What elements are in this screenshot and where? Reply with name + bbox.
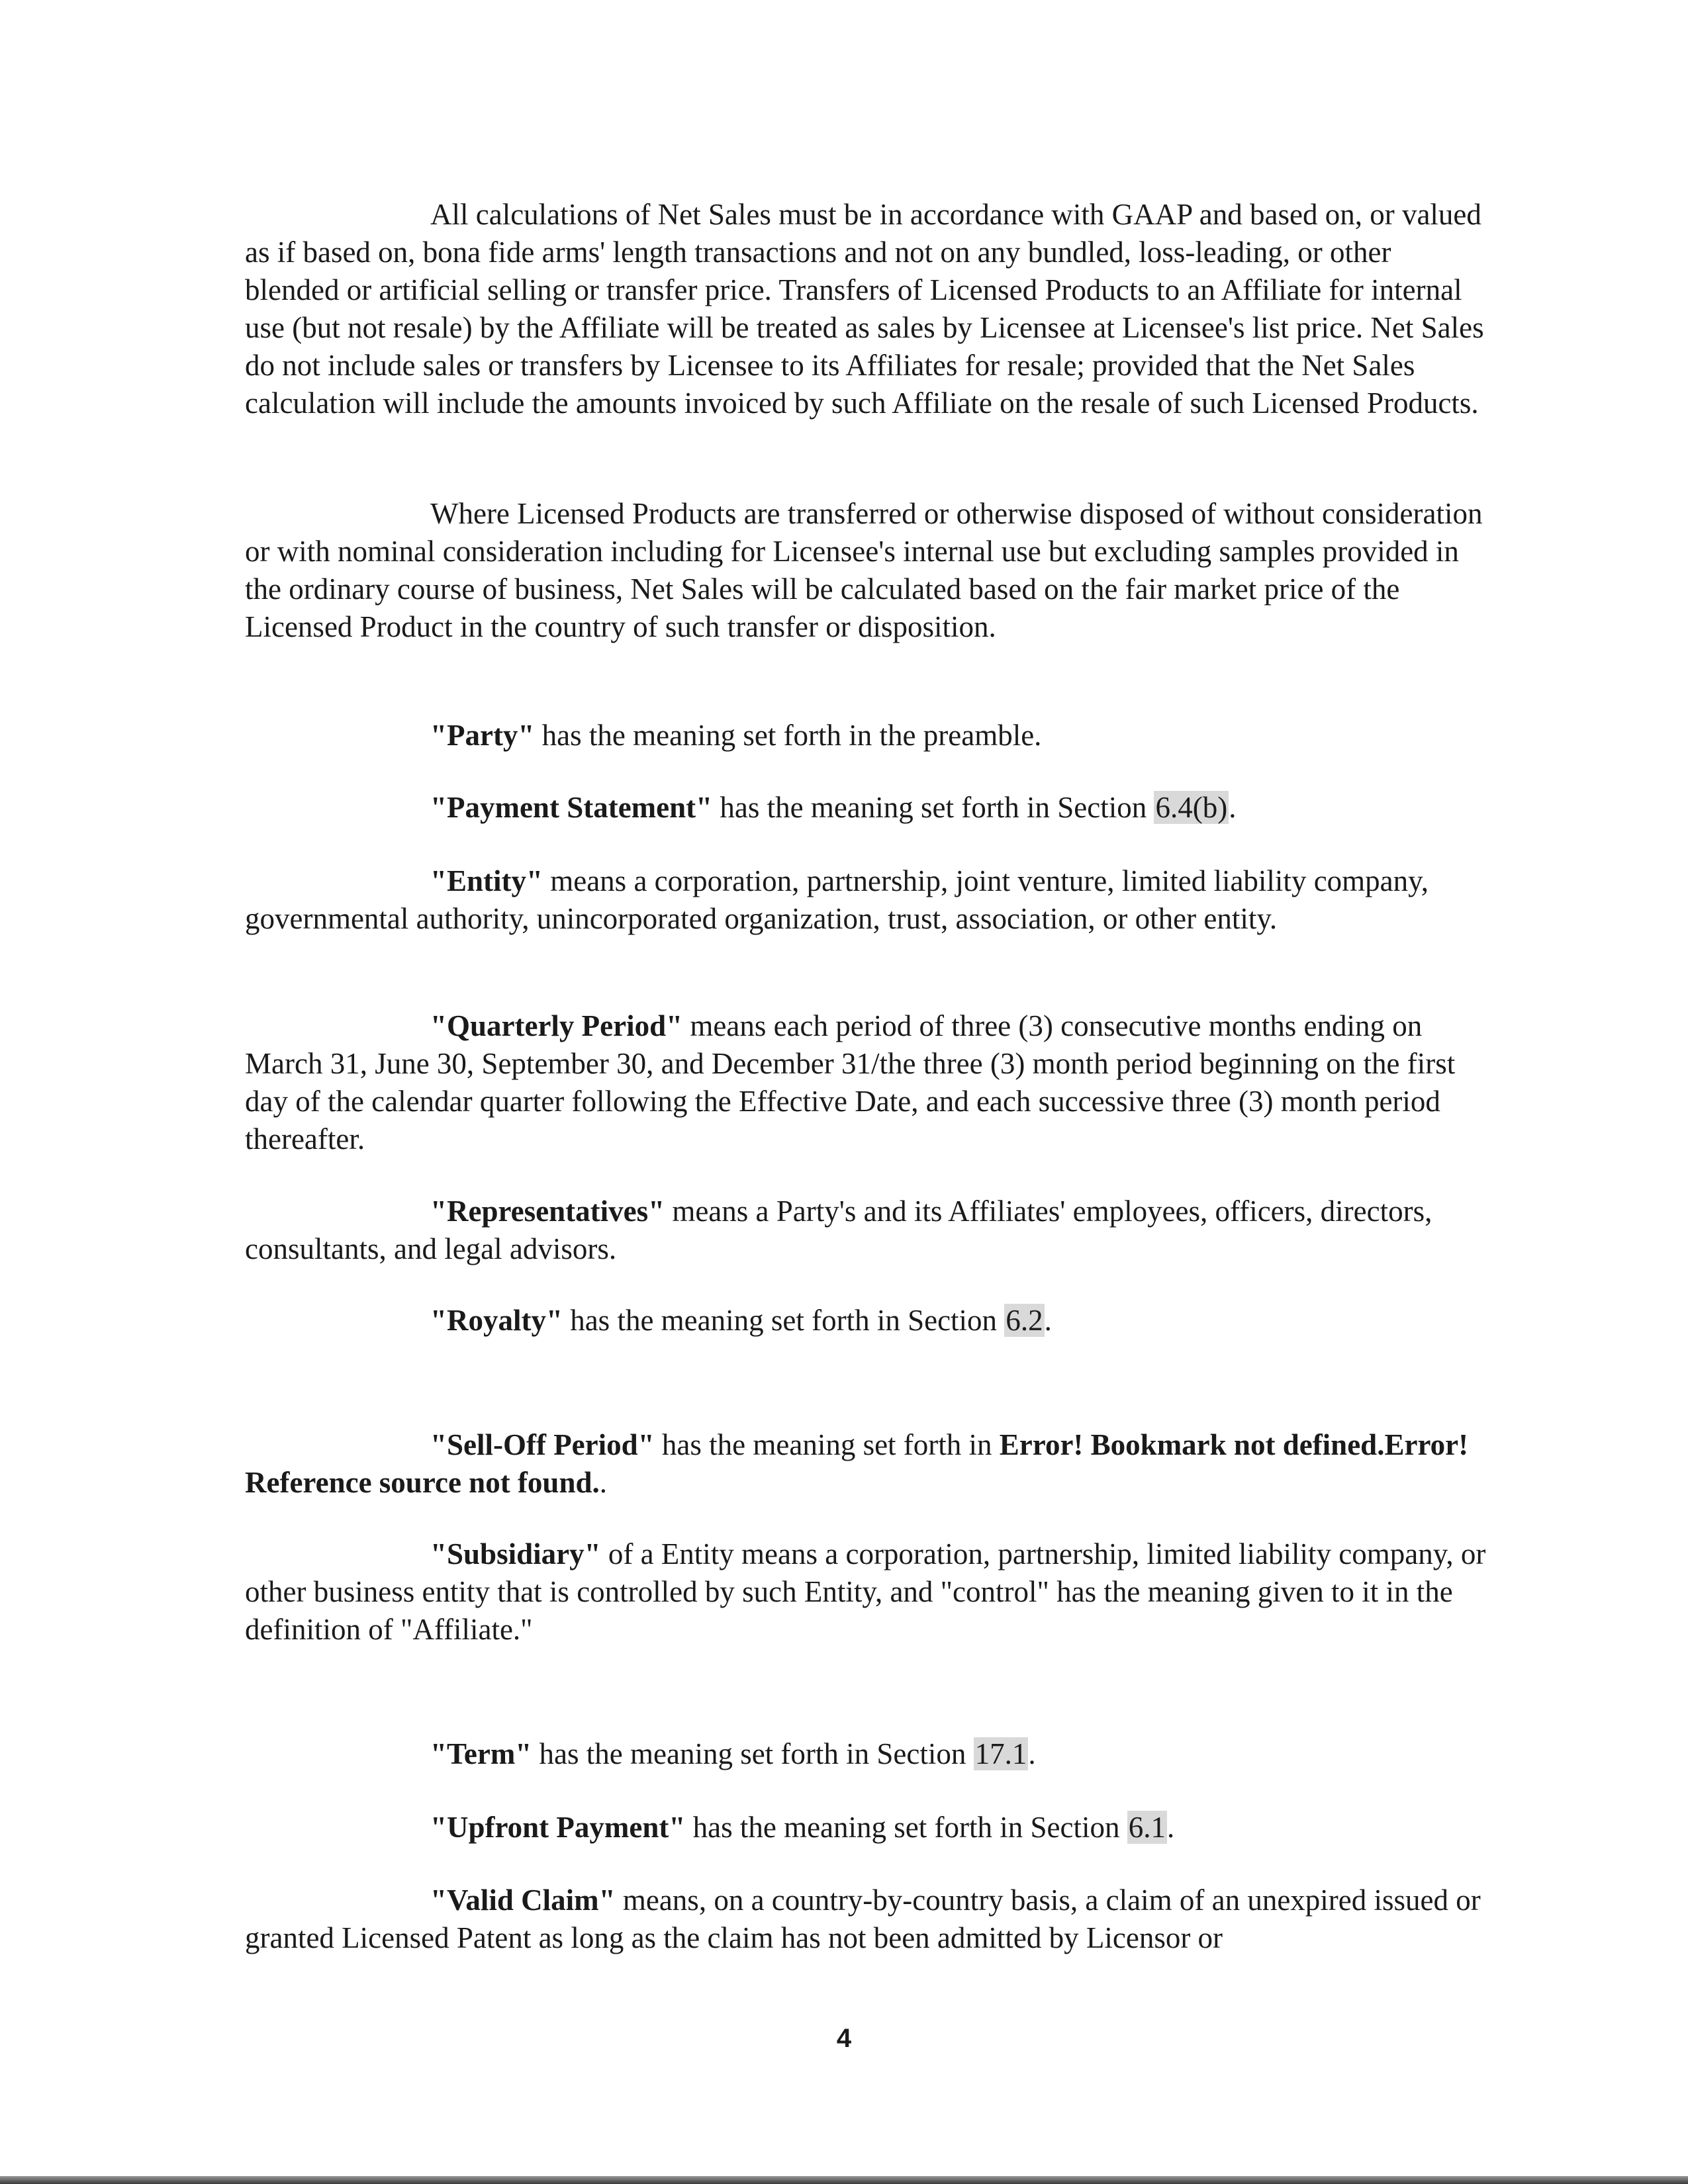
paragraph-text: All calculations of Net Sales must be in accordance with GAAP and based on, or valued as if based on, bona fide arms' length transactions and not on any bundled, loss-leading, or other blended or artificial selling or transfer price. Transfers of Licensed Products to an Affiliate for internal use (but not resale) by the Affiliate will be treated as sales by Licensee at Licensee's list price. Net Sales do not include sales or transfers by Licensee to its Affiliates for resale; provided that the Net Sales calculation will include the amounts invoiced by such Affiliate on the resale of such Licensed Products.: [245, 198, 1484, 420]
scan-bottom-edge: [0, 2176, 1688, 2184]
definition-valid-claim: [245, 1882, 1489, 1957]
defined-term: "Sell-Off Period": [430, 1428, 655, 1461]
definition-quarterly-period: [245, 1007, 1489, 1158]
section-reference-field: 6.1: [1128, 1811, 1166, 1844]
section-reference-field: 17.1: [974, 1737, 1027, 1770]
definition-text: of a Entity means a corporation, partnership, limited liability company, or other business entity that is controlled by such Entity, and "control" has the meaning given to it in the definition of "Affiliate.": [245, 1537, 1486, 1646]
defined-term: "Royalty": [430, 1304, 563, 1337]
definition-text: has the meaning set forth in Section: [712, 791, 1154, 824]
definition-text: has the meaning set forth in Section: [685, 1811, 1127, 1844]
defined-term: "Quarterly Period": [430, 1009, 683, 1042]
definition-sell-off-period: [245, 1426, 1489, 1502]
paragraph-transfers-without-consideration: [245, 495, 1489, 646]
paragraph-text: Where Licensed Products are transferred or otherwise disposed of without consideration or with nominal consideration including for Licensee's internal use but excluding samples provided in the ordinary course of business, Net Sales will be calculated based on the fair market price of the Licensed Product in the country of such transfer or disposition.: [245, 497, 1483, 643]
section-reference-field: 6.4(b): [1155, 791, 1228, 824]
definition-royalty: [245, 1302, 1489, 1340]
defined-term: "Subsidiary": [430, 1537, 601, 1570]
definition-text: has the meaning set forth in Section: [532, 1737, 974, 1770]
paragraph-net-sales-calculations: [245, 196, 1489, 422]
definition-text: has the meaning set forth in Section: [562, 1304, 1005, 1337]
defined-term: "Upfront Payment": [430, 1811, 686, 1844]
definition-end: .: [1166, 1811, 1175, 1844]
defined-term: "Valid Claim": [430, 1884, 616, 1917]
definition-end: .: [1229, 791, 1237, 824]
section-reference-field: 6.2: [1006, 1304, 1043, 1337]
defined-term: "Payment Statement": [430, 791, 713, 824]
definition-text: has the meaning set forth in: [654, 1428, 1000, 1461]
definition-text: has the meaning set forth in the preamble.: [534, 719, 1042, 752]
definition-party: [245, 717, 1489, 754]
defined-term: "Entity": [430, 864, 543, 897]
definition-text: means each period of three (3) consecutive months ending on March 31, June 30, September 30, and December 31/the three (3) month period beginning on the first day of the calendar quarter following the Effective Date, and each successive three (3) month period thereafter.: [245, 1009, 1456, 1156]
defined-term: "Representatives": [430, 1195, 665, 1228]
definition-entity: [245, 862, 1489, 938]
definition-representatives: [245, 1193, 1489, 1268]
definition-text: means a corporation, partnership, joint venture, limited liability company, governmental authority, unincorporated organization, trust, association, or other entity.: [245, 864, 1429, 935]
definition-subsidiary: [245, 1535, 1489, 1649]
definition-payment-statement: [245, 789, 1489, 827]
definition-upfront-payment: [245, 1809, 1489, 1846]
definition-text: means, on a country-by-country basis, a claim of an unexpired issued or granted Licensed Patent as long as the claim has not been admitted by Licensor or: [245, 1884, 1481, 1954]
page-number: 4: [836, 2024, 852, 2053]
definition-end: .: [599, 1466, 608, 1499]
definition-term: [245, 1735, 1489, 1773]
defined-term: "Term": [430, 1737, 532, 1770]
definition-end: .: [1044, 1304, 1052, 1337]
defined-term: "Party": [430, 719, 535, 752]
definition-end: .: [1028, 1737, 1036, 1770]
definition-text: means a Party's and its Affiliates' employees, officers, directors, consultants, and legal advisors.: [245, 1195, 1432, 1265]
field-error-text: Error! Bookmark not defined.Error! Reference source not found.: [245, 1428, 1469, 1499]
